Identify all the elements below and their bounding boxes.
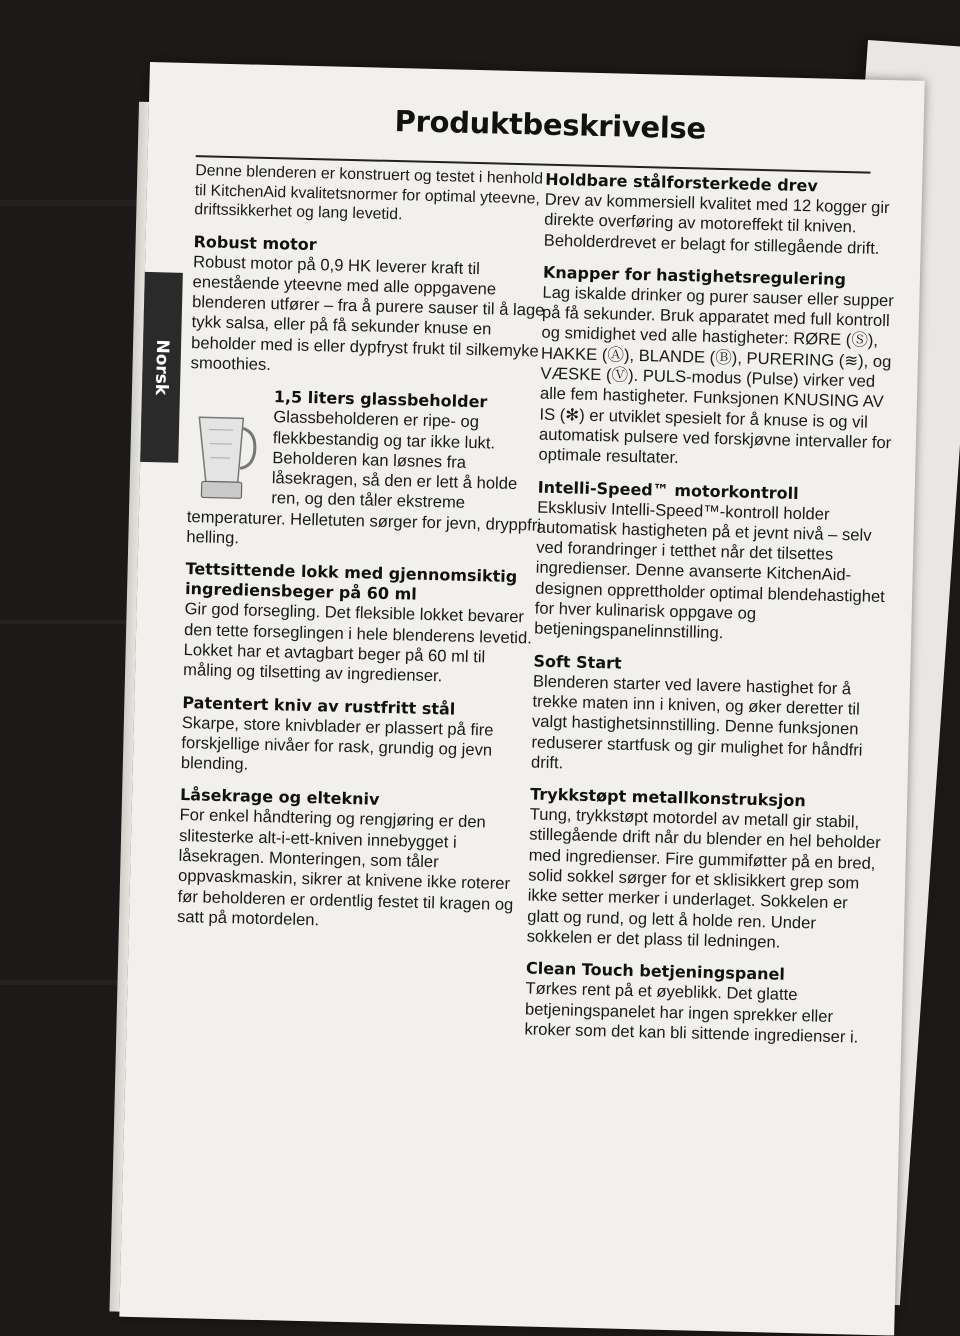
section-robust-motor (190, 232, 548, 382)
section-body: Blenderen starter ved lavere hastighet for å trekke maten inn i kniven, og øker deretter til valgt hastighetsinnstilling. Denne funksjonen reduserer startfusk og gir mulighet for håndfri drift. (531, 671, 888, 781)
glass-jar-icon (187, 409, 261, 503)
section-clean-touch (524, 959, 881, 1049)
section-body: Robust motor på 0,9 HK leverer kraft til enestående yteevne med alle oppgavene blenderen utfører – fra å purere sauser til å lage tykk salsa, eller på få sekunder knuse en beholder med is eller dypfryst frukt til silkemyke smoothies. (190, 252, 548, 382)
section-metal-construction (526, 785, 885, 956)
section-drive (544, 170, 901, 260)
left-column (177, 161, 551, 948)
section-lid (183, 559, 541, 689)
right-column (524, 170, 900, 1061)
section-body: Skarpe, store knivblader er plassert på fire forskjellige nivåer for rask, grundig og jevn blending. (181, 713, 537, 783)
section-body: Tung, trykkstøpt motordel av metall gir stabil, stillegående drift når du blender en hel beholder med ingredienser. Fire gummiføtter på en bred, solid sokkel sørger for et sklisikkert grep som ikke setter merker i underlaget. Sokkelen er glatt og rund, og lett å holde ren. Under sokkelen er det plass til ledningen. (526, 805, 884, 956)
section-body: Eksklusiv Intelli-Speed™-kontroll holder automatisk hastigheten på et jevnt nivå – selv ved forandringer i tetthet når det tilsettes ingredienser. Denne avanserte KitchenAid-designen opprettholder optimal blendehastighet for hver kulinarisk oppgave og betjeningspanelinnstilling. (534, 497, 892, 648)
section-heading: Clean Touch betjeningspanel (526, 959, 881, 988)
section-heading: Robust motor (193, 232, 548, 261)
section-heading: Tettsittende lokk med gjennomsiktig ingrediensbeger på 60 ml (185, 559, 541, 608)
section-soft-start (531, 651, 889, 781)
intro-text: Denne blenderen er konstruert og testet i henhold til KitchenAid kvalitetsnormer for optimal yteevne, driftssikkerhet og lang levetid. (194, 161, 550, 228)
section-heading: Soft Start (533, 651, 888, 680)
language-tab-label: Norsk (151, 339, 172, 395)
section-heading: Låsekrage og eltekniv (180, 785, 535, 814)
section-blade (181, 693, 538, 783)
manual-page (119, 62, 924, 1336)
section-collar (177, 785, 535, 935)
section-heading: 1,5 liters glassbeholder (274, 387, 545, 414)
section-body: Lag iskalde drinker og purer sauser eller supper på få sekunder. Bruk apparatet med full kontroll og smidighet ved alle hastigheter: RØRE (Ⓢ), HAKKE (Ⓐ), BLANDE (Ⓑ), PURERING (≋), og VÆSKE (Ⓥ). PULS-modus (Pulse) virker ved alle fem hastigheter. Funksjonen KNUSING AV IS (✻) er utviklet spesielt for å knuse is og vil automatisk pulsere ved forskjøvne intervaller for optimale resultater. (538, 283, 897, 474)
section-speed-buttons (538, 263, 898, 474)
page-edge (109, 102, 149, 1312)
section-heading: Patentert kniv av rustfritt stål (182, 693, 537, 722)
section-body: Glassbeholderen er ripe- og flekkbestandig og tar ikke lukt. Beholderen kan løsnes fra låsekragen, så den er lett å holde ren, og den tåler ekstreme temperaturer. Helletuten sørger for jevn, dryppfri helling. (186, 405, 544, 556)
section-intelli-speed (534, 477, 893, 648)
section-body: Gir god forsegling. Det fleksible lokket bevarer den tette forseglingen i hele blenderens levetid. Lokket har et avtagbart beger på 60 ml til måling og tilsetting av ingredienser. (183, 599, 540, 689)
section-heading: Holdbare stålforsterkede drev (545, 170, 900, 199)
section-heading: Trykkstøpt metallkonstruksjon (530, 785, 885, 814)
section-body: Drev av kommersiell kvalitet med 12 kogger gir direkte overføring av motoreffekt til kniven. Beholderdrevet er belagt for stillegående drift. (544, 190, 900, 260)
table-grain (0, 200, 150, 206)
section-body: For enkel håndtering og rengjøring er den slitesterke alt-i-ett-kniven innebygget i låsekragen. Monteringen, som tåler oppvaskmaskin, sikrer at knivene ikke roterer før beholderen er ordentlig festet til kragen og satt på motordelen. (177, 805, 535, 935)
section-body: Tørkes rent på et øyeblikk. Det glatte betjeningspanelet har ingen sprekker eller kroker som det kan bli sittende ingredienser i. (524, 979, 880, 1049)
language-tab (140, 272, 183, 463)
page-title: Produktbeskrivelse (394, 104, 706, 146)
section-glass-jar (186, 385, 545, 556)
section-heading: Knapper for hastighetsregulering (543, 263, 898, 292)
section-heading: Intelli-Speed™ motorkontroll (537, 477, 892, 506)
